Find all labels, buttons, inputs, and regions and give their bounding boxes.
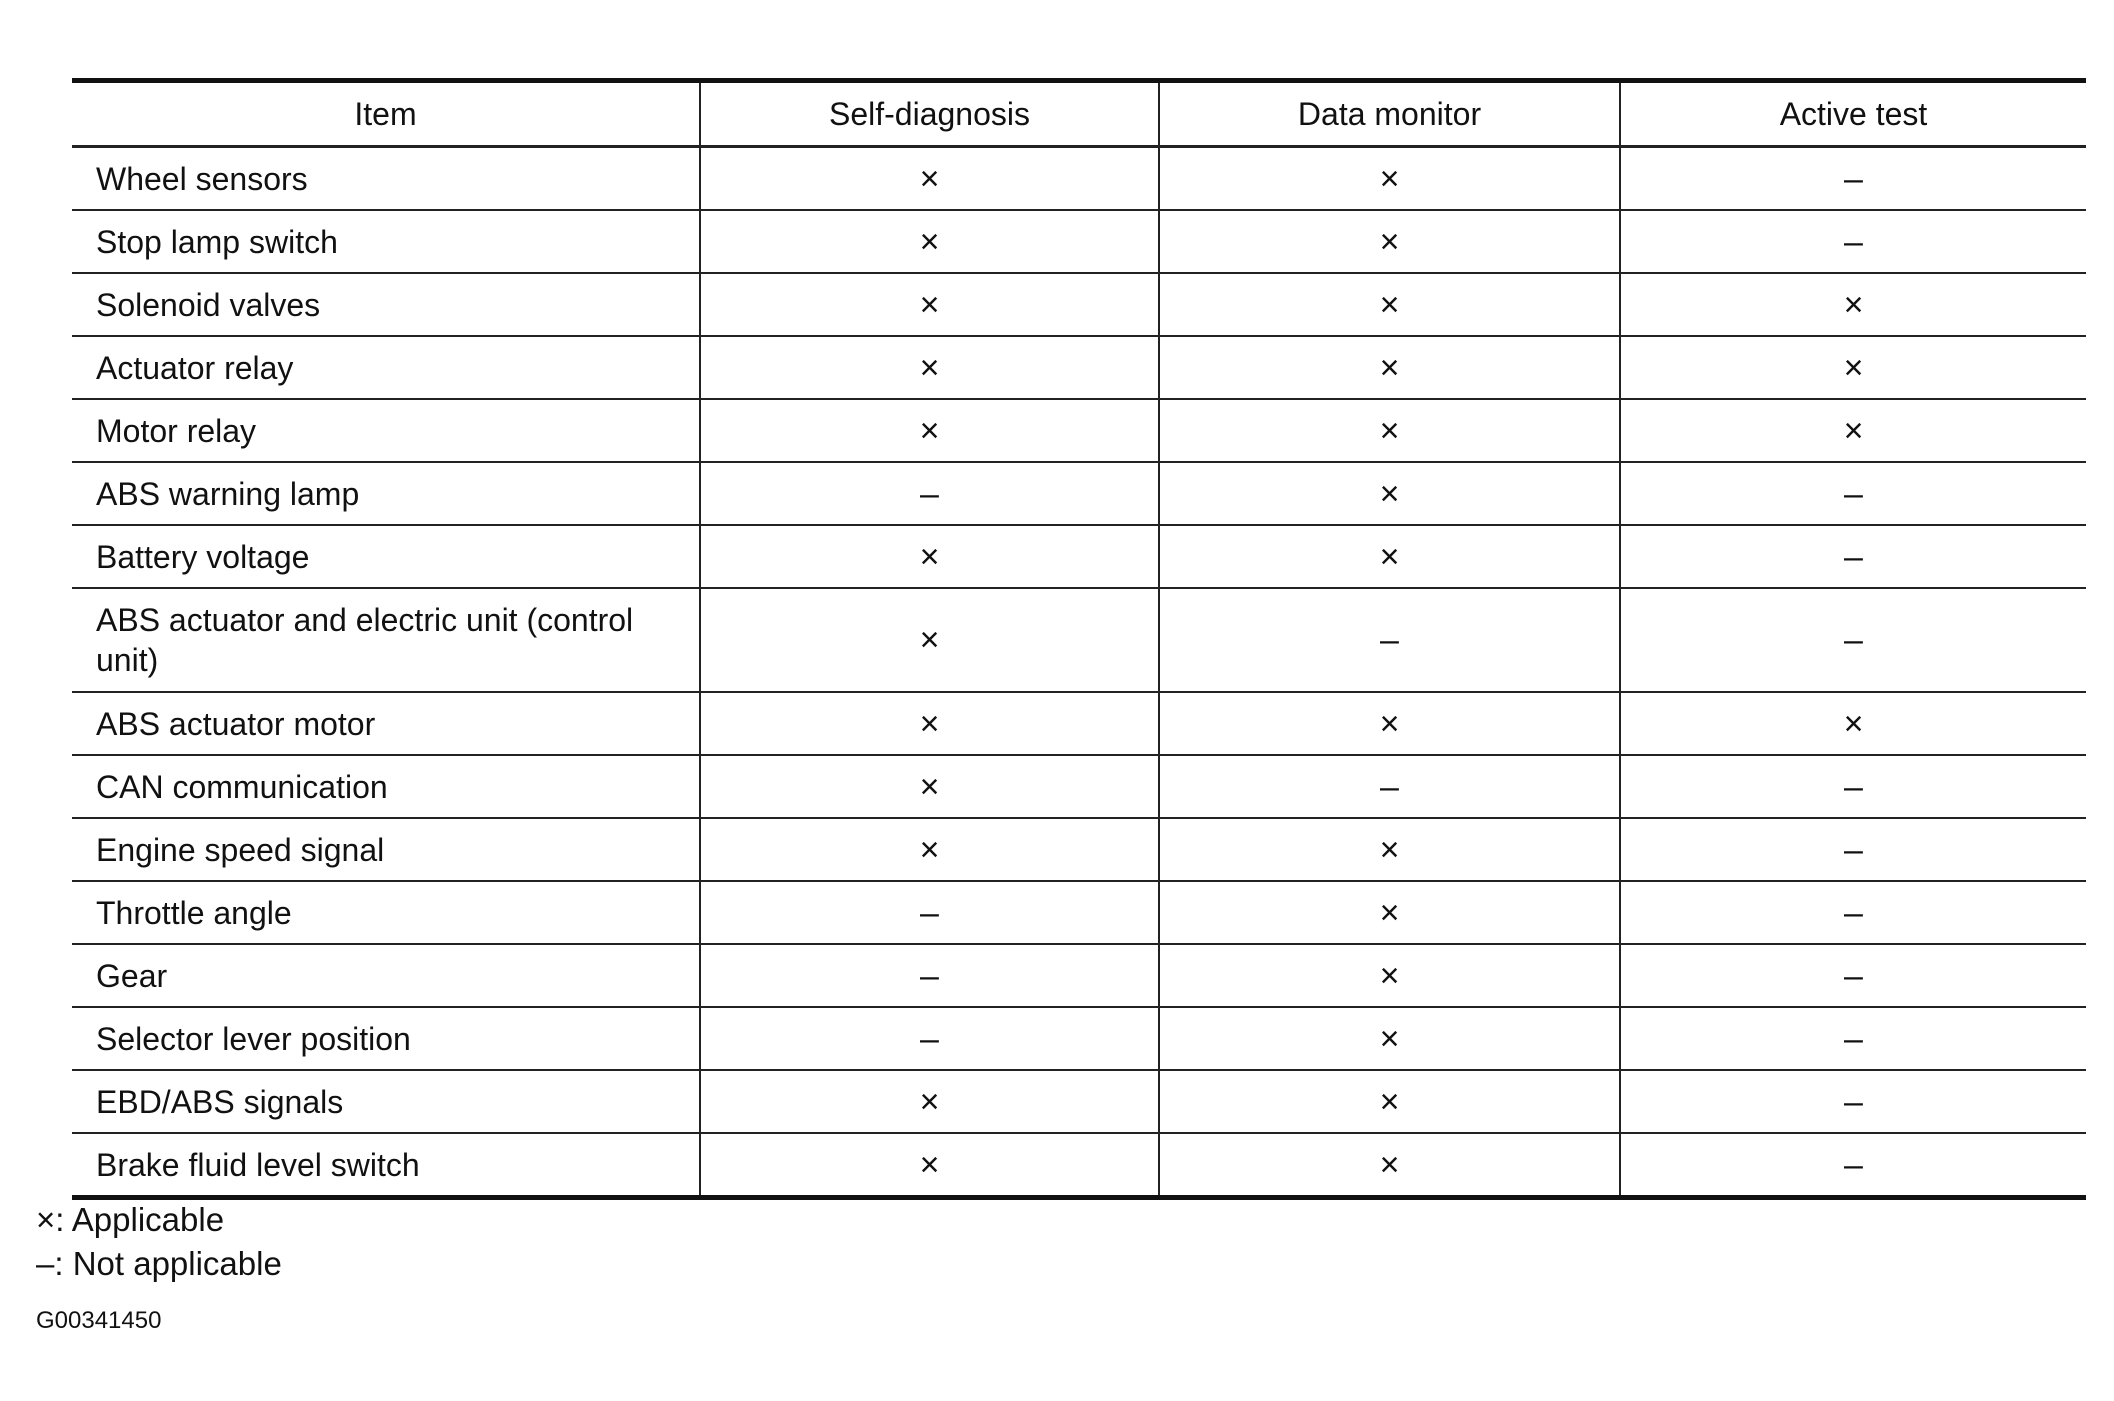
active-test-cell: – <box>1620 462 2086 525</box>
table-row <box>72 336 2086 399</box>
row-item-label: Battery voltage <box>72 525 700 588</box>
table-row <box>72 755 2086 818</box>
active-test-cell: – <box>1620 881 2086 944</box>
data-monitor-cell: × <box>1159 147 1620 211</box>
row-item-label: CAN communication <box>72 755 700 818</box>
data-monitor-cell: – <box>1159 755 1620 818</box>
data-monitor-cell: × <box>1159 944 1620 1007</box>
table-row <box>72 525 2086 588</box>
diagnosis-function-table <box>72 78 2086 1200</box>
table-row <box>72 399 2086 462</box>
row-item-label: Wheel sensors <box>72 147 700 211</box>
row-item-label: Motor relay <box>72 399 700 462</box>
self-diagnosis-cell: × <box>700 588 1159 692</box>
self-diagnosis-cell: × <box>700 273 1159 336</box>
table-row <box>72 818 2086 881</box>
header-data-monitor: Data monitor <box>1159 81 1620 147</box>
table-row <box>72 273 2086 336</box>
active-test-cell: × <box>1620 273 2086 336</box>
row-item-label: Brake fluid level switch <box>96 1146 420 1183</box>
diagnosis-table-container <box>72 78 2086 1200</box>
self-diagnosis-cell: – <box>700 462 1159 525</box>
active-test-cell: × <box>1620 692 2086 755</box>
row-item-label: Stop lamp switch <box>72 210 700 273</box>
row-item-label: EBD/ABS signals <box>72 1070 700 1133</box>
data-monitor-cell: × <box>1159 525 1620 588</box>
row-item-label: Solenoid valves <box>72 273 700 336</box>
self-diagnosis-cell: – <box>700 1007 1159 1070</box>
table-row <box>72 147 2086 211</box>
data-monitor-cell: × <box>1159 692 1620 755</box>
header-active-test: Active test <box>1620 81 2086 147</box>
self-diagnosis-cell: × <box>700 210 1159 273</box>
row-item-label: Selector lever position <box>72 1007 700 1070</box>
table-header-row <box>72 81 2086 147</box>
self-diagnosis-cell: – <box>700 944 1159 1007</box>
self-diagnosis-cell: × <box>700 818 1159 881</box>
header-self-diagnosis: Self-diagnosis <box>700 81 1159 147</box>
active-test-cell: – <box>1620 147 2086 211</box>
table-row <box>72 462 2086 525</box>
row-item-label: Gear <box>72 944 700 1007</box>
table-row <box>72 1007 2086 1070</box>
row-item-label: Actuator relay <box>72 336 700 399</box>
self-diagnosis-cell: × <box>700 399 1159 462</box>
data-monitor-cell: × <box>1159 462 1620 525</box>
active-test-cell: × <box>1620 399 2086 462</box>
table-row <box>72 588 2086 692</box>
active-test-cell: – <box>1620 588 2086 692</box>
self-diagnosis-cell: – <box>700 881 1159 944</box>
active-test-cell: × <box>1620 336 2086 399</box>
self-diagnosis-cell: × <box>700 525 1159 588</box>
self-diagnosis-cell: × <box>700 336 1159 399</box>
header-item: Item <box>72 81 700 147</box>
active-test-cell: – <box>1620 1007 2086 1070</box>
data-monitor-cell: × <box>1159 399 1620 462</box>
self-diagnosis-cell: × <box>700 692 1159 755</box>
active-test-cell: – <box>1620 818 2086 881</box>
data-monitor-cell: × <box>1159 818 1620 881</box>
data-monitor-cell: × <box>1159 881 1620 944</box>
row-item-label: ABS warning lamp <box>72 462 700 525</box>
data-monitor-cell: × <box>1159 1070 1620 1133</box>
legend <box>36 1198 282 1286</box>
self-diagnosis-cell: × <box>700 147 1159 211</box>
table-row <box>72 1070 2086 1133</box>
active-test-cell: – <box>1620 525 2086 588</box>
legend-not-applicable: –: Not applicable <box>36 1245 282 1282</box>
row-item-label: Throttle angle <box>72 881 700 944</box>
data-monitor-cell: × <box>1159 273 1620 336</box>
row-item-label: ABS actuator motor <box>72 692 700 755</box>
data-monitor-cell: × <box>1159 210 1620 273</box>
active-test-cell: – <box>1620 1133 2086 1198</box>
active-test-cell: – <box>1620 210 2086 273</box>
row-item-label: ABS actuator and electric unit (control unit) <box>72 588 700 692</box>
self-diagnosis-cell: × <box>700 755 1159 818</box>
table-row <box>72 1133 2086 1198</box>
table-row <box>72 210 2086 273</box>
table-row <box>72 881 2086 944</box>
active-test-cell: – <box>1620 755 2086 818</box>
figure-id: G00341450 <box>36 1307 162 1334</box>
row-item-label: Engine speed signal <box>72 818 700 881</box>
active-test-cell: – <box>1620 1070 2086 1133</box>
active-test-cell: – <box>1620 944 2086 1007</box>
legend-applicable: ×: Applicable <box>36 1201 225 1238</box>
data-monitor-cell: × <box>1159 336 1620 399</box>
table-row <box>72 692 2086 755</box>
data-monitor-cell: × <box>1159 1007 1620 1070</box>
self-diagnosis-cell: × <box>700 1070 1159 1133</box>
data-monitor-cell: – <box>1159 588 1620 692</box>
data-monitor-cell: × <box>1159 1133 1620 1198</box>
self-diagnosis-cell: × <box>700 1133 1159 1198</box>
table-row <box>72 944 2086 1007</box>
